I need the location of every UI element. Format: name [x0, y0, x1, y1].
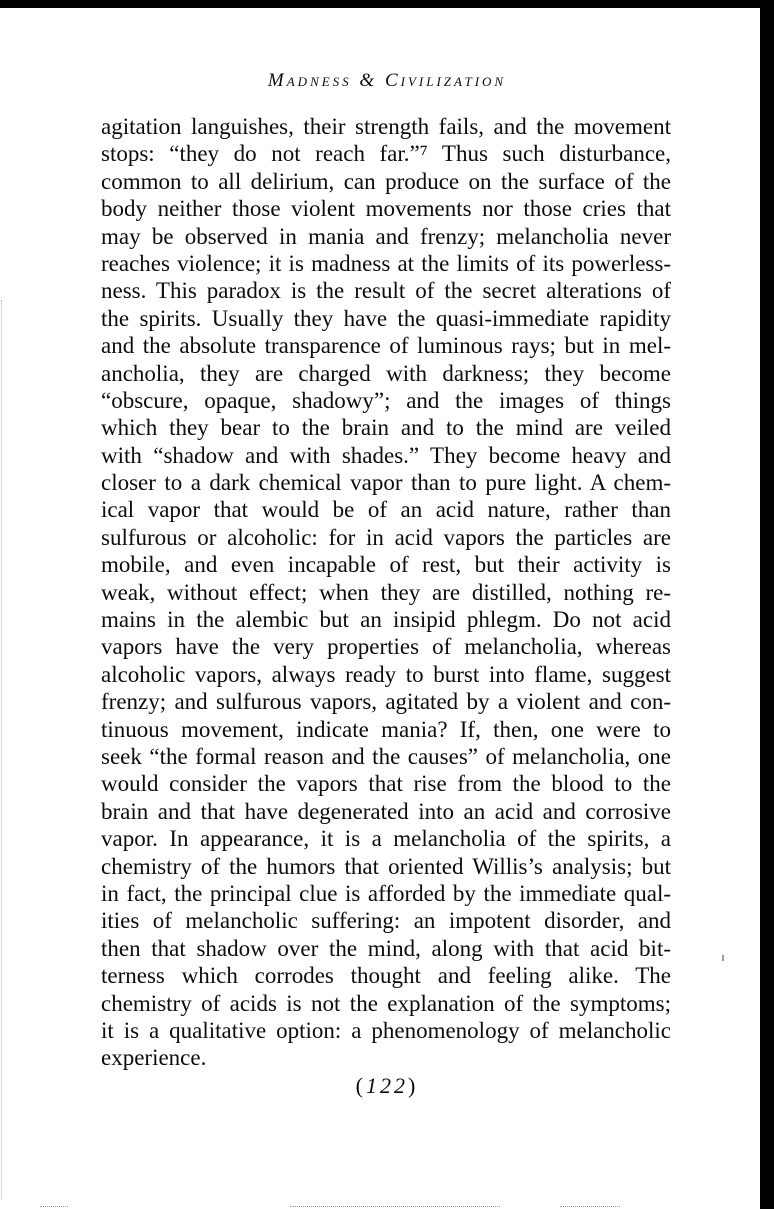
text-line: body neither those violent movements nor those cries that: [101, 196, 671, 222]
text-line: seek “the formal reason and the causes” of melancholia, one: [101, 743, 671, 769]
text-line: in fact, the principal clue is afforded by the immediate qual-: [101, 880, 671, 906]
scan-right-border: [760, 0, 774, 1209]
text-line: stops: “they do not reach far.”⁷ Thus such disturbance,: [101, 141, 671, 167]
text-line: the spirits. Usually they have the quasi-immediate rapidity: [101, 305, 671, 331]
scan-bottom-edge: [290, 1206, 500, 1207]
running-head: Madness & Civilization: [267, 70, 507, 91]
text-line: mains in the alembic but an insipid phlegm. Do not acid: [101, 607, 671, 633]
text-line: then that shadow over the mind, along with that acid bit-: [101, 935, 671, 961]
folio-paren-open: (: [355, 1073, 366, 1098]
text-line: reaches violence; it is madness at the limits of its powerless-: [101, 250, 671, 276]
scan-top-border: [0, 0, 774, 8]
text-line: with “shadow and with shades.” They become heavy and: [101, 442, 671, 468]
text-line: ness. This paradox is the result of the secret alterations of: [101, 278, 671, 304]
text-line: chemistry of acids is not the explanation of the symptoms;: [101, 990, 671, 1016]
text-line: it is a qualitative option: a phenomenology of melancholic: [101, 1017, 671, 1043]
text-line: chemistry of the humors that oriented Willis’s analysis; but: [101, 853, 671, 879]
folio-paren-close: ): [408, 1073, 419, 1098]
scan-bottom-edge: [40, 1206, 68, 1207]
text-line: sulfurous or alcoholic: for in acid vapors the particles are: [101, 524, 671, 550]
text-line: ancholia, they are charged with darkness; they become: [101, 360, 671, 386]
text-line: alcoholic vapors, always ready to burst into flame, suggest: [101, 661, 671, 687]
text-line: common to all delirium, can produce on the surface of the: [101, 168, 671, 194]
body-paragraph: [101, 113, 671, 1072]
text-line: and the absolute transparence of luminous rays; but in mel-: [101, 333, 671, 359]
text-line: may be observed in mania and frenzy; melancholia never: [101, 223, 671, 249]
text-line: ities of melancholic suffering: an impotent disorder, and: [101, 908, 671, 934]
text-line: mobile, and even incapable of rest, but their activity is: [101, 552, 671, 578]
text-line: terness which corrodes thought and feeling alike. The: [101, 963, 671, 989]
scan-left-edge: [1, 300, 2, 1200]
text-line: ical vapor that would be of an acid nature, rather than: [101, 497, 671, 523]
text-line: closer to a dark chemical vapor than to pure light. A chem-: [101, 470, 671, 496]
folio-number: 122: [366, 1073, 408, 1098]
text-line: tinuous movement, indicate mania? If, then, one were to: [101, 716, 671, 742]
page-number: [0, 1073, 774, 1099]
text-line: which they bear to the brain and to the mind are veiled: [101, 415, 671, 441]
text-line: weak, without effect; when they are distilled, nothing re-: [101, 579, 671, 605]
text-line: agitation languishes, their strength fails, and the movement: [101, 114, 671, 139]
text-line: vapor. In appearance, it is a melancholia of the spirits, a: [101, 826, 671, 852]
text-line: frenzy; and sulfurous vapors, agitated by a violent and con-: [101, 689, 671, 715]
text-line: brain and that have degenerated into an acid and corrosive: [101, 798, 671, 824]
text-line: experience.: [101, 1045, 207, 1071]
text-line: vapors have the very properties of melancholia, whereas: [101, 634, 671, 660]
text-line: “obscure, opaque, shadowy”; and the images of things: [101, 387, 671, 413]
scan-speck: [722, 955, 724, 961]
text-line: would consider the vapors that rise from the blood to the: [101, 771, 671, 797]
scan-bottom-edge: [560, 1206, 620, 1207]
